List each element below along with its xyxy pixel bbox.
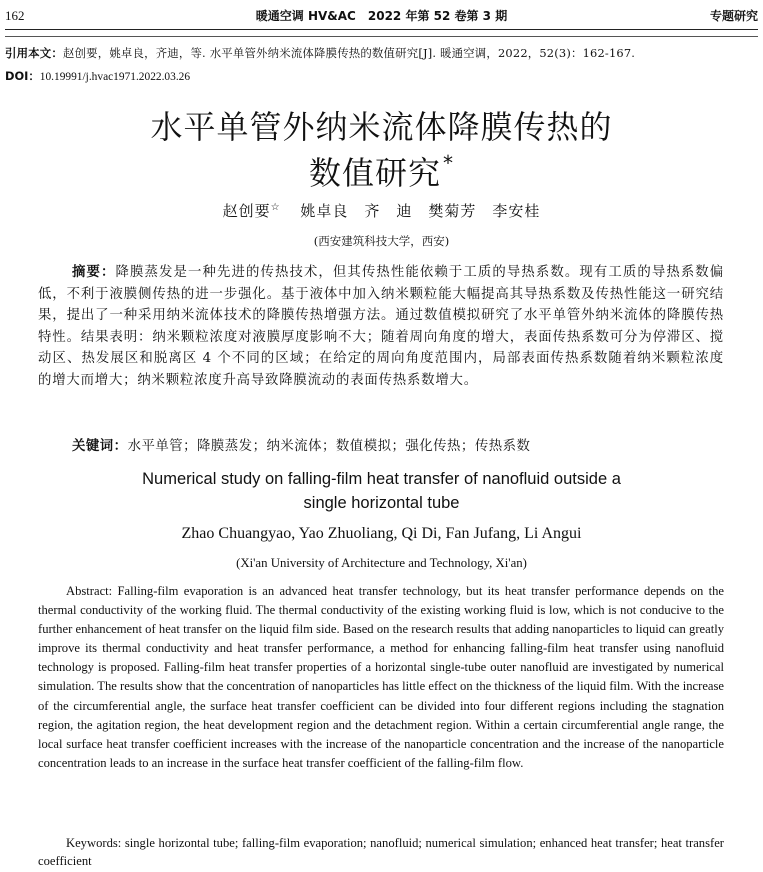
- keywords-en: [38, 834, 724, 870]
- affiliation: (西安建筑科技大学，西安): [313, 234, 450, 248]
- citation-label: 引用本文：: [5, 46, 63, 60]
- abstract-cn: [38, 262, 724, 391]
- keywords-cn-label: 关键词：: [72, 439, 128, 454]
- running-header: [5, 6, 758, 26]
- abstract-en-label: Abstract:: [66, 584, 113, 598]
- keywords-cn-text: 水平单管；降膜蒸发；纳米流体；数值模拟；强化传热；传热系数: [127, 439, 531, 454]
- doi: [5, 67, 190, 86]
- doi-label: DOI：: [5, 69, 40, 83]
- page-number: 162: [5, 8, 25, 23]
- english-affiliation: (Xi'an University of Architecture and Technology, Xi'an): [236, 556, 527, 570]
- author-list: [0, 200, 763, 221]
- abstract-en: [38, 582, 724, 773]
- other-authors: 姚卓良 齐 迪 樊菊芳 李安桂: [300, 202, 541, 220]
- paper-title-line1: 水平单管外纳米流体降膜传热的: [150, 108, 613, 146]
- citation-text: 赵创要，姚卓良，齐迪，等. 水平单管外纳米流体降膜传热的数值研究[J]. 暖通空调，2022，52(3)：162-167.: [62, 46, 636, 60]
- header-rule-thin: [5, 36, 758, 37]
- english-title-line1: Numerical study on falling-film heat transfer of nanofluid outside a: [142, 470, 621, 488]
- abstract-en-text: Falling-film evaporation is an advanced heat transfer technology, but its heat transfer performance depends on the thermal conductivity of the working fluid. The thermal conductivity of the existing working fluid is low, which is not conducive to the further enhancement of heat transfer on the liquid film side. Based on the research results that adding nanoparticles to liquid can greatly improve its thermal conductivity and heat transfer performance, a method for enhancing falling-film heat transfer using nanofluid technology is proposed. Falling-film heat transfer properties of a horizontal single-tube outer nanofluid are investigated by numerical simulation. The results show that the concentration of nanoparticles has little effect on the thickness of the liquid film. With the increase of the circumferential angle, the surface heat transfer coefficient can be divided into four different regions including the stagnation region, the agitation region, the heat development region and the detachment region. Within a certain circumferential angle range, the local surface heat transfer coefficient increases with the increase of the nanoparticle concentration and the increase of the nanoparticle concentration leads to an increase in the surface heat transfer coefficient of the falling-film flow.: [38, 584, 724, 770]
- keywords-cn: [72, 437, 530, 457]
- citation: [5, 44, 758, 62]
- english-title-line2: single horizontal tube: [303, 494, 460, 512]
- header-rule: [5, 29, 758, 30]
- abstract-cn-label: 摘要：: [72, 265, 116, 280]
- keywords-en-text: single horizontal tube; falling-film evaporation; nanofluid; numerical simulation; enhanced heat transfer; heat transfer coefficient: [38, 836, 724, 868]
- doi-value[interactable]: 10.19991/j.hvac1971.2022.03.26: [39, 71, 191, 83]
- paper-title-line2: 数值研究 *: [308, 151, 454, 192]
- first-author-mark: ☆: [270, 202, 281, 213]
- keywords-en-label: Keywords:: [66, 836, 122, 850]
- journal-issue: 暖通空调 HV&AC 2022 年第 52 卷第 3 期: [255, 9, 508, 23]
- section-label: 专题研究: [709, 9, 758, 23]
- first-author: 赵创要: [222, 202, 271, 220]
- abstract-cn-text: 降膜蒸发是一种先进的传热技术，但其传热性能依赖于工质的导热系数。现有工质的导热系数偏低，不利于液膜侧传热的进一步强化。基于液体中加入纳米颗粒能大幅提高其导热系数及传热性能这一研究结果，提出了一种采用纳米流体技术的降膜传热增强方法。通过数值模拟研究了水平单管外纳米流体的降膜传热特性。结果表明：纳米颗粒浓度对液膜厚度影响不大；随着周向角度的增大，表面传热系数可分为停滞区、搅动区、热发展区和脱离区 4 个不同的区域；在给定的周向角度范围内，局部表面传热系数随着纳米颗粒浓度的增大而增大；纳米颗粒浓度升高导致降膜流动的表面传热系数增大。: [38, 265, 724, 388]
- english-authors: Zhao Chuangyao, Yao Zhuoliang, Qi Di, Fan Jufang, Li Angui: [181, 525, 582, 542]
- footnote-mark: *: [443, 151, 454, 175]
